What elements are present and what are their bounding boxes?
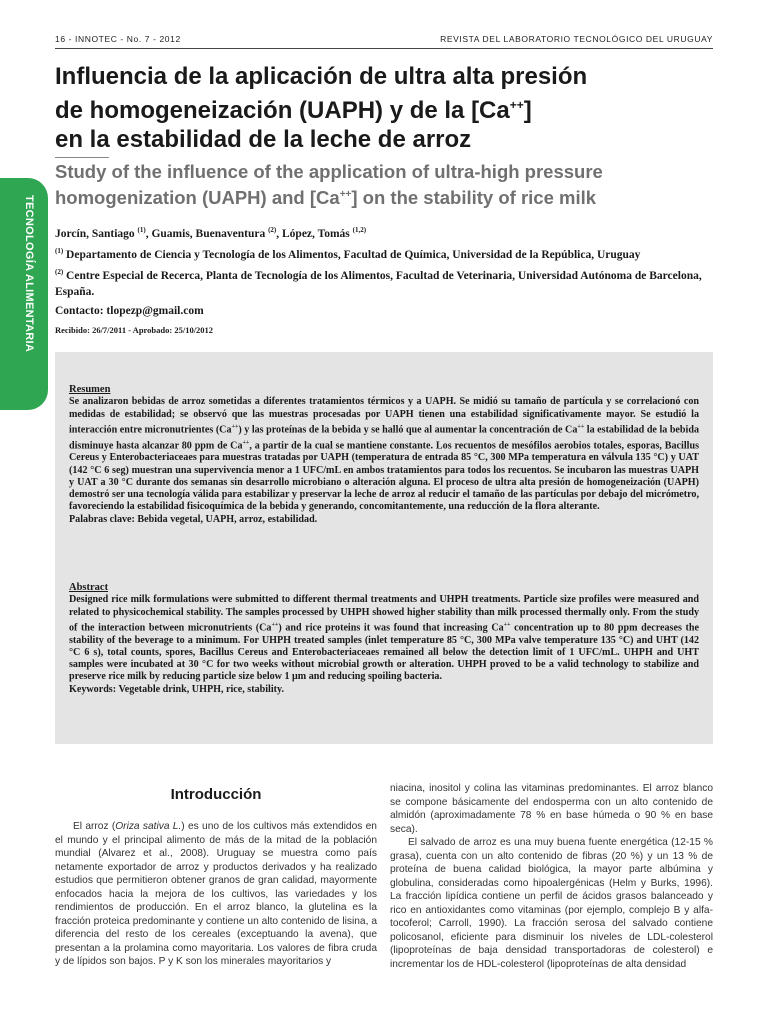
resumen-text-part: Se analizaron bebidas de arroz sometidas a diferentes tratamientos térmicos y a UAPH. Se midió su tamaño de partícula y se correlacionó con medidas de estabilidad; se observó que las muestras procesadas por UAPH tienen una estabilidad significativamente mayor. Se estudió la interacción entre micronutrientes (Ca xyxy=(69,396,699,436)
resumen-heading: Resumen xyxy=(69,384,111,395)
resumen-section xyxy=(69,384,699,526)
author-2-affiliation-mark: (2) xyxy=(268,226,277,234)
running-header-left: 16 - INNOTEC - No. 7 - 2012 xyxy=(55,34,181,44)
resumen-superscript: ++ xyxy=(577,423,585,430)
resumen-superscript: ++ xyxy=(242,439,250,446)
affiliation-1-text: Departamento de Ciencia y Tecnología de los Alimentos, Facultad de Química, Universidad de la República, Uruguay xyxy=(63,248,641,261)
affiliation-1-mark: (1) xyxy=(55,246,64,255)
title-en-line-2b: ] on the stability of rice milk xyxy=(351,187,597,209)
author-list xyxy=(55,222,715,243)
author-3: , López, Tomás xyxy=(276,227,353,240)
author-2: , Guamis, Buenaventura xyxy=(145,227,269,240)
header-divider xyxy=(55,48,713,49)
resumen-text xyxy=(69,396,699,513)
title-en-superscript: ++ xyxy=(339,189,352,200)
resumen-superscript: ++ xyxy=(231,423,239,430)
abstract-text-part: ) and rice proteins it was found that increasing Ca xyxy=(278,622,504,634)
abstract-text-part: Designed rice milk formulations were submitted to different thermal treatments and UHPH treatments. Particle size profiles were measured and related to physicochemical stability. The samples processed by UHPH showed higher stability than milk processed thermally only. From the study of the interaction between micronutrients (Ca xyxy=(69,594,699,634)
introduction-heading: Introducción xyxy=(170,786,262,803)
author-block xyxy=(55,222,715,339)
title-english xyxy=(55,160,715,209)
resumen-text-part: ) y las proteínas de la bebida y se halló que al aumentar la concentración de Ca xyxy=(238,424,578,436)
author-3-affiliation-mark: (1,2) xyxy=(352,226,367,234)
species-name: Oriza sativa L. xyxy=(115,821,182,832)
intro-paragraph-1 xyxy=(55,820,377,969)
title-es-superscript: ++ xyxy=(509,98,524,112)
affiliation-2-mark: (2) xyxy=(55,267,64,276)
intro-paragraph-2: El salvado de arroz es una muy buena fuente energética (12-15 % grasa), cuenta con un alto contenido de fibras (20 %) y un 13 % de proteína de buena calidad biológica, la mayor parte albúmina y globulina, consideradas como hipoalergénicas (Helm y Burks, 1996). La fracción lipídica contiene un perfil de ácidos grasos balanceado y rico en antioxidantes como vitaminas (por ejemplo, complejo B y alfa-tocoferol; Carroll, 1990). La fracción serosa del salvado contiene policosanol, eficiente para disminuir los niveles de LDL-colesterol (lipoproteínas de baja densidad transportadoras de colesterol) e incrementar los de HDL-colesterol (lipoproteínas de alta densidad xyxy=(390,837,713,970)
abstract-text xyxy=(69,594,699,683)
body-column-left xyxy=(55,820,377,969)
running-header-right: REVISTA DEL LABORATORIO TECNOLÓGICO DEL URUGUAY xyxy=(440,34,713,44)
palabras-clave: Palabras clave: Bebida vegetal, UAPH, arroz, estabilidad. xyxy=(69,513,318,525)
contact-email[interactable]: Contacto: tlopezp@gmail.com xyxy=(55,305,204,318)
affiliation-2 xyxy=(55,264,715,302)
received-dates: Recibido: 26/7/2011 - Aprobado: 25/10/2012 xyxy=(55,325,214,336)
intro-text-part: ) es uno de los cultivos más extendidos en el mundo y el principal alimento de más de la mitad de la población mundial (Alvarez et al., 2008). Uruguay se muestra como país netamente exportador de arroz y productos derivados y ha realizado estudios que permitieron obtener granos de gran calidad, mayormente enfocados hacia la mejora de los cultivos, las variedades y los rendimientos de producción. En el arroz blanco, la glutelina es la fracción proteica predominante y contiene un alto contenido de lisina, a diferencia del resto de los cereales (exceptuando la avena), que presentan a la prolamina como mayoritaria. Los valores de fibra cruda y de lípidos son bajos. P y K son los minerales mayoritarios y xyxy=(55,821,377,967)
title-es-line-3: en la estabilidad de la leche de arroz xyxy=(55,126,472,153)
title-es-line-2a: de homogeneización (UAPH) y de la [Ca xyxy=(55,97,510,124)
abstract-section xyxy=(69,582,699,696)
title-en-line-2a: homogenization (UAPH) and [Ca xyxy=(55,187,340,209)
body-column-right xyxy=(390,782,713,971)
affiliation-1 xyxy=(55,243,715,264)
abstract-text-part: concentration up to 80 ppm decreases the stability of the beverage to a minimum. For UHPH treated samples (inlet temperature 85 °C, 300 MPa valve temperature 135 °C) and UHT (142 °C 6 s), total counts, spores, Bacillus Cereus and Enterobacteriaceaes remained all below the detection limit of 1 UFC/mL. UHPH and UHT samples were incubated at 30 °C for two weeks without microbial growth or alteration. UHPH proved to be a valid technology to stabilize and preserve rice milk by reducing particle size below 1 μm and reducing spoiling bacteria. xyxy=(69,622,699,683)
section-side-tab-label: TECNOLOGÍA ALIMENTARIA xyxy=(23,195,35,353)
abstract-heading: Abstract xyxy=(69,582,109,593)
resumen-text-part: , a partir de la cual se mantiene constante. Los recuentos de mesófilos aerobios totales, esporas, Bacillus Cereus y Enterobacteriaceaes para muestras tratadas por UAPH (temperatura de entrada 85 °C, 300 MPa temperatura en válvula 135 °C) y UAT (142 °C 6 seg) muestran una supervivencia menor a 1 UFC/mL en ambos tratamientos para todos los recuentos. Se incubaron las muestras UAPH y UAT a 30 °C durante dos semanas sin desarrollo microbiano o alteración alguna. El proceso de ultra alta presión de homogeneización (UAPH) demostró ser una tecnología válida para estabilizar y preservar la leche de arroz al reducir el tamaño de las partículas por debajo del micrómetro, favoreciendo la estabilidad fisicoquímica de la bebida y generando, concomitantemente, una reducción de la flora alterante. xyxy=(69,439,699,513)
intro-text-part: El arroz ( xyxy=(73,821,116,832)
resumen-text-part: la estabilidad de la bebida disminuye hasta alcanzar 80 ppm de Ca xyxy=(69,424,699,451)
keywords: Keywords: Vegetable drink, UHPH, rice, stability. xyxy=(69,683,285,695)
abstract-superscript: ++ xyxy=(271,621,279,628)
author-1: Jorcín, Santiago xyxy=(55,227,138,240)
intro-paragraph-continued: niacina, inositol y colina las vitaminas predominantes. El arroz blanco se compone básicamente del endosperma con un alto contenido de almidón (aproximadamente 78 % en base húmeda o 90 % en base seca). xyxy=(390,783,713,835)
abstract-superscript: ++ xyxy=(503,621,511,628)
abstract-box xyxy=(55,352,713,744)
title-divider xyxy=(55,157,109,158)
title-spanish xyxy=(55,62,715,154)
title-en-line-1: Study of the influence of the application of ultra-high pressure xyxy=(55,161,603,182)
author-1-affiliation-mark: (1) xyxy=(137,226,146,234)
title-es-line-2b: ] xyxy=(523,97,532,124)
title-es-line-1: Influencia de la aplicación de ultra alta presión xyxy=(55,63,588,90)
affiliation-2-text: Centre Especial de Recerca, Planta de Tecnología de los Alimentos, Facultad de Veterinaria, Universidad Autónoma de Barcelona, España. xyxy=(55,269,702,299)
